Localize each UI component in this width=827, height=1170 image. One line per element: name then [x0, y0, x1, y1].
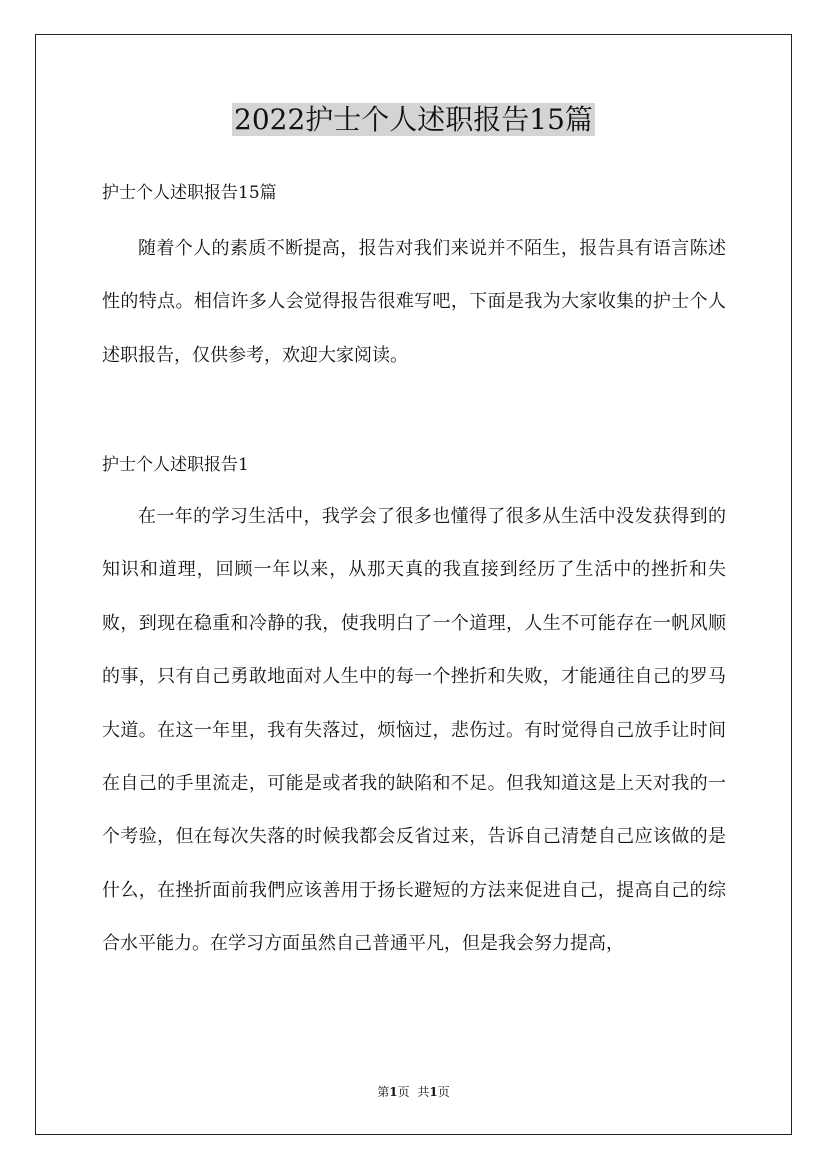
intro-paragraph: 随着个人的素质不断提高，报告对我们来说并不陌生，报告具有语言陈述性的特点。相信许多人会觉得报告很难写吧，下面是我为大家收集的护士个人述职报告，仅供参考，欢迎大家阅读。	[102, 238, 726, 366]
document-subtitle: 护士个人述职报告15篇	[102, 183, 277, 203]
body-paragraph: 在一年的学习生活中，我学会了很多也懂得了很多从生活中没发获得到的知识和道理，回顾一年以来，从那天真的我直接到经历了生活中的挫折和失败，到现在稳重和冷静的我，使我明白了一个道理，人生不可能存在一帆风顺的事，只有自己勇敢地面对人生中的每一个挫折和失败，才能通往自己的罗马大道。在这一年里，我有失落过，烦恼过，悲伤过。有时觉得自己放手让时间在自己的手里流走，可能是或者我的缺陷和不足。但我知道这是上天对我的一个考验，但在每次失落的时候我都会反省过来，告诉自己清楚自己应该做的是什么，在挫折面前我們应该善用于扬长避短的方法来促进自己，提高自己的综合水平能力。在学习方面虽然自己普通平凡，但是我会努力提高，	[102, 506, 726, 955]
footer-total-pages: 1	[429, 1085, 438, 1099]
footer-page-number: 1	[389, 1085, 398, 1099]
footer-total-prefix: 共	[417, 1085, 430, 1099]
section-heading: 护士个人述职报告1	[102, 455, 249, 475]
document-title	[0, 100, 827, 140]
footer-page-unit: 页	[397, 1085, 410, 1099]
footer-prefix: 第	[377, 1085, 390, 1099]
page-footer	[0, 1083, 827, 1101]
footer-total-unit: 页	[437, 1085, 450, 1099]
document-title-text: 2022护士个人述职报告15篇	[234, 103, 593, 136]
